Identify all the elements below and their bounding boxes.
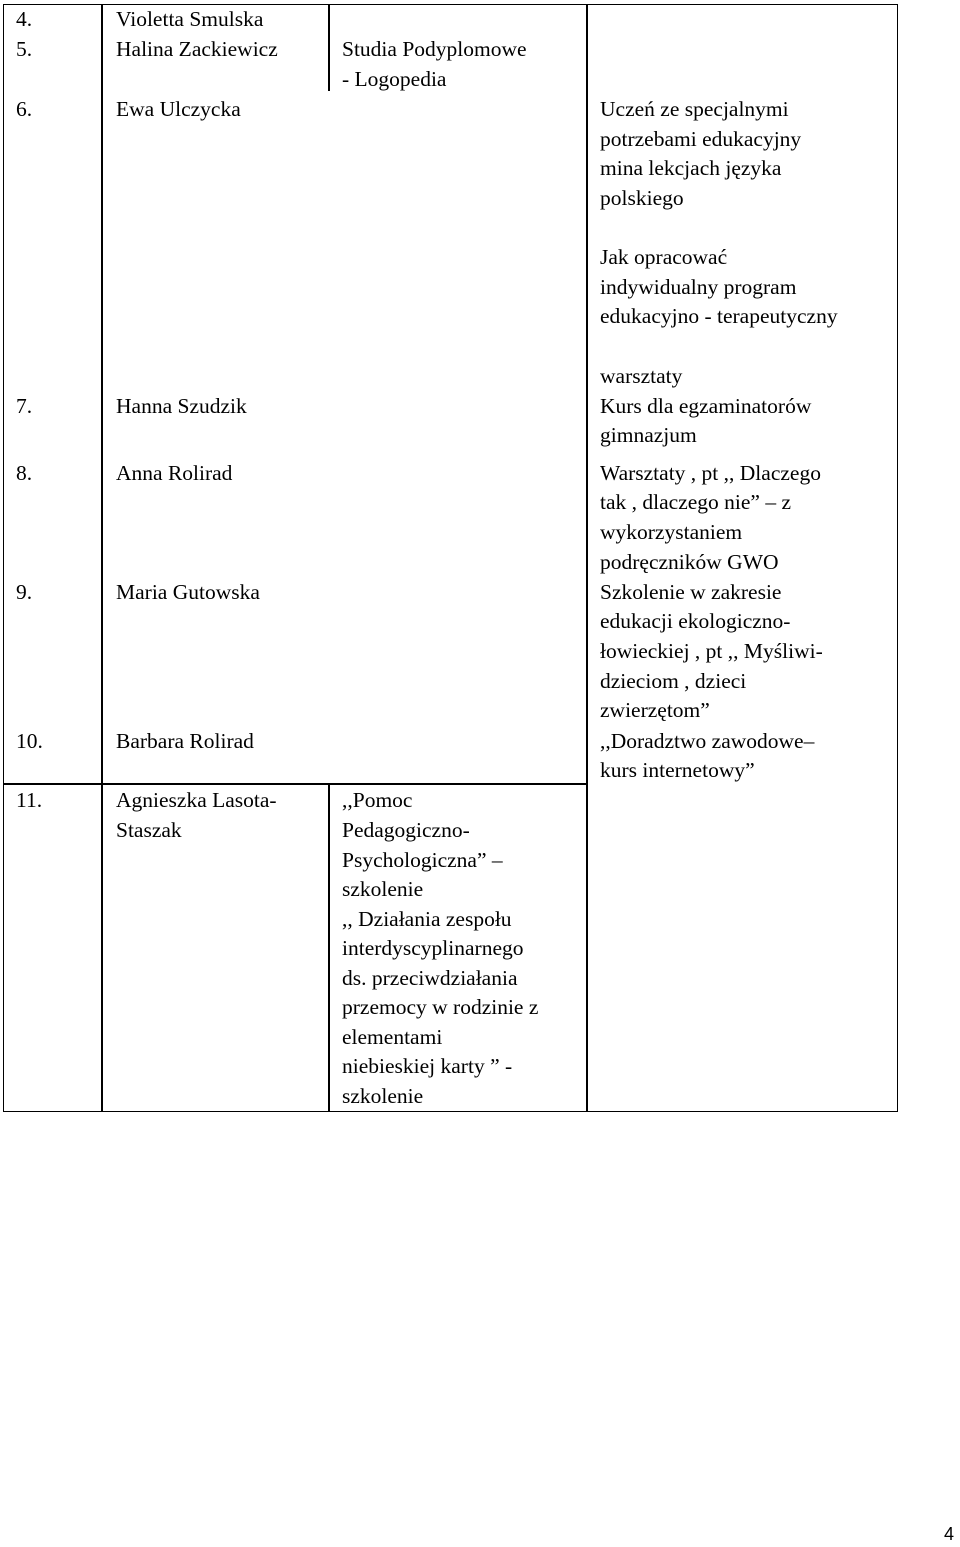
column-divider: [586, 5, 588, 1111]
column-divider: [328, 5, 330, 91]
training-title: łowieckiej , pt ,, Myśliwi-: [600, 639, 823, 663]
column-divider: [101, 5, 103, 1111]
training-title: podręczników GWO: [600, 550, 779, 574]
course-title: szkolenie: [342, 877, 424, 901]
training-title: Kurs dla egzaminatorów: [600, 394, 812, 418]
training-title: potrzebami edukacyjny: [600, 127, 802, 151]
training-title: Szkolenie w zakresie: [600, 580, 782, 604]
participant-name: Maria Gutowska: [116, 580, 260, 604]
course-title: ds. przeciwdziałania: [342, 966, 518, 990]
training-title: Jak opracować: [600, 245, 728, 269]
training-form: warsztaty: [600, 364, 683, 388]
training-title: Uczeń ze specjalnymi: [600, 97, 789, 121]
training-title: wykorzystaniem: [600, 520, 743, 544]
column-divider: [328, 783, 330, 1111]
course-title: szkolenie: [342, 1084, 424, 1108]
row-number: 7.: [16, 394, 33, 418]
training-title: Warsztaty , pt ,, Dlaczego: [600, 461, 821, 485]
participant-name: Staszak: [116, 818, 182, 842]
course-title: ,, Działania zespołu: [342, 907, 512, 931]
training-title: tak , dlaczego nie” – z: [600, 490, 792, 514]
participant-name: Anna Rolirad: [116, 461, 233, 485]
participant-name: Violetta Smulska: [116, 7, 264, 31]
training-title: dzieciom , dzieci: [600, 669, 747, 693]
page-number: 4: [944, 1524, 955, 1544]
row-number: 8.: [16, 461, 33, 485]
row-number: 5.: [16, 37, 33, 61]
participant-name: Agnieszka Lasota-: [116, 788, 277, 812]
course-title: Pedagogiczno-: [342, 818, 470, 842]
row-number: 9.: [16, 580, 33, 604]
row-number: 6.: [16, 97, 33, 121]
training-title: kurs internetowy”: [600, 758, 755, 782]
participant-name: Ewa Ulczycka: [116, 97, 241, 121]
course-title: ,,Pomoc: [342, 788, 413, 812]
row-number: 10.: [16, 729, 43, 753]
participant-name: Hanna Szudzik: [116, 394, 247, 418]
course-title: przemocy w rodzinie z: [342, 995, 539, 1019]
training-title: mina lekcjach języka: [600, 156, 782, 180]
course-title: Studia Podyplomowe: [342, 37, 527, 61]
row-number: 4.: [16, 7, 33, 31]
training-title: gimnazjum: [600, 423, 697, 447]
course-title: interdyscyplinarnego: [342, 936, 524, 960]
training-title: edukacyjno - terapeutyczny: [600, 304, 838, 328]
participant-name: Barbara Rolirad: [116, 729, 254, 753]
training-title: edukacji ekologiczno-: [600, 609, 791, 633]
row-number: 11.: [16, 788, 43, 812]
course-title: - Logopedia: [342, 67, 447, 91]
course-title: Psychologiczna” –: [342, 848, 503, 872]
participant-name: Halina Zackiewicz: [116, 37, 278, 61]
training-title: zwierzętom”: [600, 698, 710, 722]
training-title: polskiego: [600, 186, 684, 210]
training-title: indywidualny program: [600, 275, 797, 299]
training-title: ,,Doradztwo zawodowe–: [600, 729, 815, 753]
course-title: elementami: [342, 1025, 443, 1049]
row-divider: [4, 783, 586, 785]
course-title: niebieskiej karty ” -: [342, 1054, 513, 1078]
